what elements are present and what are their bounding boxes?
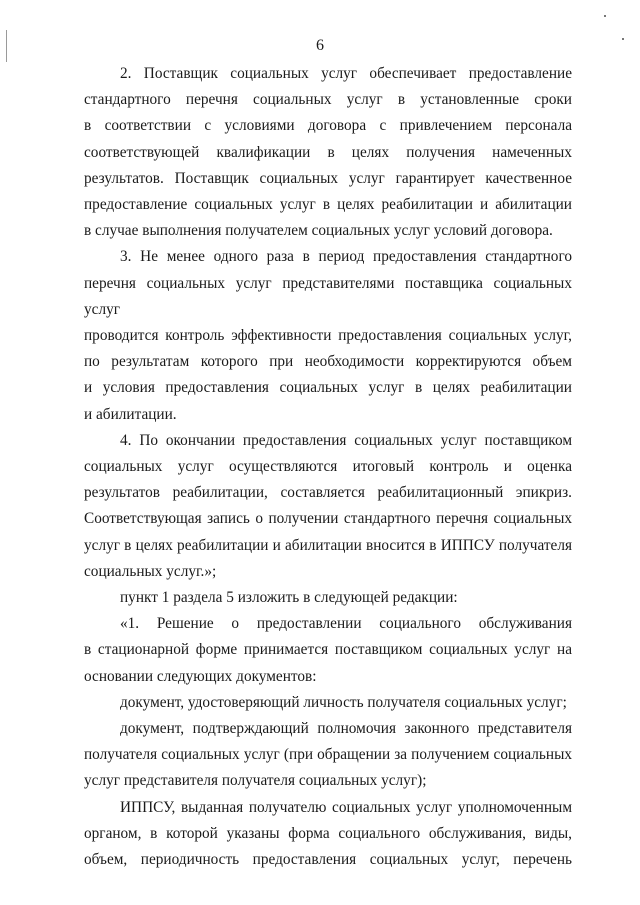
- text-line: получателя социальных услуг (при обращении за получением социальных: [84, 746, 572, 764]
- text-line: социальных услуг осуществляются итоговый контроль и оценка: [84, 458, 572, 476]
- text-line: и абилитации.: [84, 405, 177, 423]
- document-body: [84, 61, 572, 873]
- text-line: документ, подтверждающий полномочия законного представителя: [120, 720, 572, 738]
- paragraph-ippsu: [84, 795, 572, 874]
- text-line: в случае выполнения получателем социальных услуг условий договора.: [84, 222, 553, 240]
- text-line: проводится контроль эффективности предоставления социальных услуг,: [84, 327, 572, 345]
- paragraph-4: [84, 428, 572, 585]
- text-line: пункт 1 раздела 5 изложить в следующей редакции:: [120, 589, 458, 607]
- text-line: 4. По окончании предоставления социальных услуг поставщиком: [120, 431, 572, 449]
- paragraph-representative-document: [84, 716, 572, 795]
- text-line: соответствующей квалификации в целях получения намеченных: [84, 143, 572, 161]
- text-line: результатов реабилитации, составляется реабилитационный эпикриз.: [84, 484, 572, 502]
- paragraph-2: [84, 61, 572, 244]
- scan-speck: [604, 15, 606, 17]
- text-line: ИППСУ, выданная получателю социальных услуг уполномоченным: [120, 798, 572, 816]
- text-line: социальных услуг.»;: [84, 562, 217, 580]
- text-line: основании следующих документов:: [84, 667, 317, 685]
- text-line: перечня социальных услуг представителями поставщика социальных услуг: [84, 274, 572, 318]
- text-line: Соответствующая запись о получении стандартного перечня социальных: [84, 510, 572, 528]
- text-line: по результатам которого при необходимости корректируются объем: [84, 353, 572, 371]
- text-line: результатов. Поставщик социальных услуг гарантирует качественное: [84, 169, 572, 187]
- text-line: 3. Не менее одного раза в период предоставления стандартного: [120, 248, 572, 266]
- text-line: «1. Решение о предоставлении социального обслуживания: [120, 615, 572, 633]
- paragraph-identity-document: [84, 690, 572, 716]
- text-line: объем, периодичность предоставления социальных услуг, перечень: [84, 851, 572, 869]
- paragraph-amendment-intro: [84, 585, 572, 611]
- text-line: предоставление социальных услуг в целях реабилитации и абилитации: [84, 196, 572, 214]
- text-line: и условия предоставления социальных услуг в целях реабилитации: [84, 379, 572, 397]
- text-line: органом, в которой указаны форма социального обслуживания, виды,: [84, 824, 572, 842]
- text-line: документ, удостоверяющий личность получателя социальных услуг;: [120, 693, 567, 711]
- text-line: услуг представителя получателя социальных услуг);: [84, 772, 427, 790]
- paragraph-3: [84, 244, 572, 427]
- page-number: 6: [316, 37, 324, 54]
- text-line: в соответствии с условиями договора с привлечением персонала: [84, 117, 572, 135]
- text-line: стандартного перечня социальных услуг в установленные сроки: [84, 91, 572, 109]
- text-line: 2. Поставщик социальных услуг обеспечивает предоставление: [120, 65, 572, 82]
- text-line: в стационарной форме принимается поставщиком социальных услуг на: [84, 641, 572, 659]
- paragraph-decision: [84, 611, 572, 690]
- text-line: услуг в целях реабилитации и абилитации вносится в ИППСУ получателя: [84, 536, 572, 554]
